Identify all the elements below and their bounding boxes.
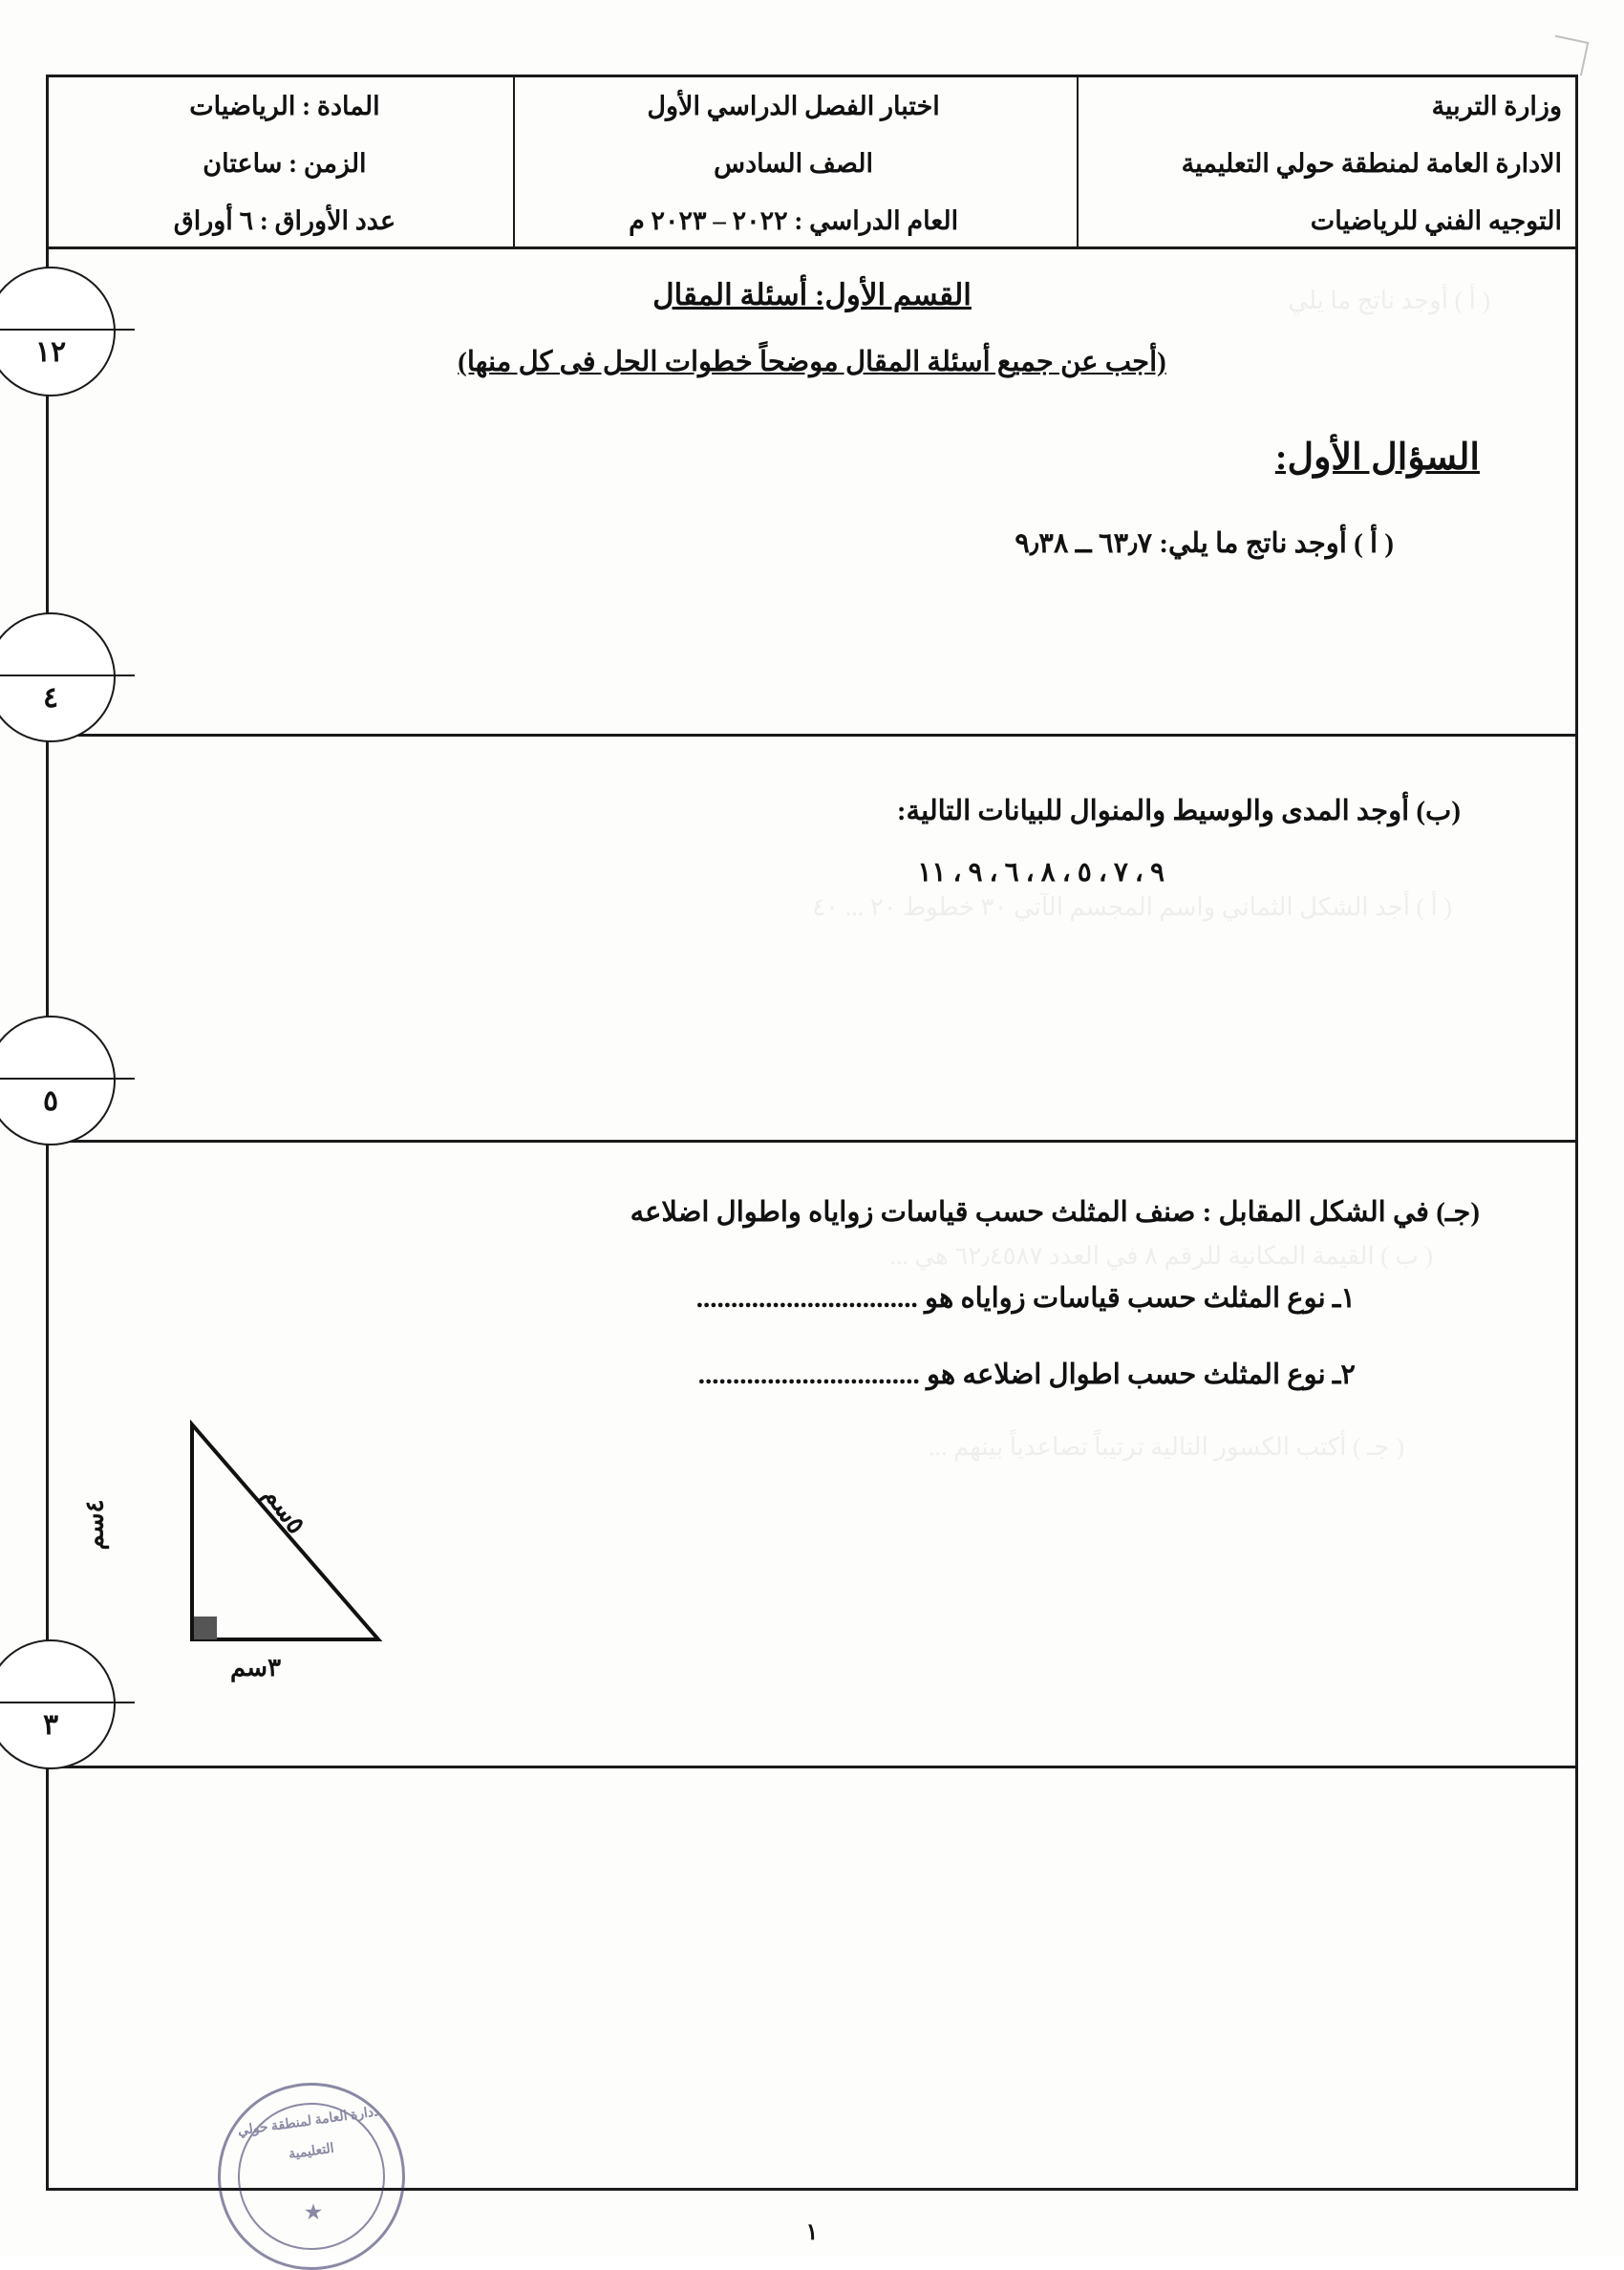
header-subject: المادة : الرياضيات: [189, 91, 380, 120]
exam-sheet-border: [34, 75, 1578, 2191]
mark-divider: [0, 675, 135, 676]
question-one-title: السؤال الأول:: [1274, 438, 1480, 478]
mark-circle-part-c: [0, 1639, 116, 1769]
header-ministry: وزارة التربية: [1431, 91, 1562, 120]
header-academic-year: العام الدراسي : ٢٠٢٢ – ٢٠٢٣ م: [629, 205, 959, 235]
question-one-part-b-data: ٩ ، ٧ ، ٥ ، ٨ ، ٦ ، ٩ ، ١١: [917, 858, 1165, 888]
part-c-answer-line-1: ١ـ نوع المثلث حسب قياسات زواياه هو ................................: [695, 1283, 1356, 1314]
section-title: القسم الأول: أسئلة المقال: [652, 278, 972, 311]
question-one-part-a-text: ( أ ) أوجد ناتج ما يلي: ٦٣٫٧ ــ ٩٫٣٨: [1015, 528, 1394, 559]
right-triangle-figure: [101, 1401, 426, 1678]
triangle-side-base-label: ٣سم: [230, 1654, 282, 1681]
stamp-line-2: التعليمية: [288, 2141, 335, 2163]
header-time: الزمن : ساعتان: [203, 148, 367, 178]
scan-artifact: ( أ ) أجد الشكل الثماني واسم المجسم الآتي ٣٠ خطوط ٢٠ ... ٤٠: [812, 893, 1452, 921]
mark-divider: [0, 329, 135, 331]
star-icon: ★: [305, 2202, 322, 2223]
header-pages-count: عدد الأوراق : ٦ أوراق: [173, 205, 396, 235]
scan-artifact: ( أ ) أوجد ناتج ما يلي: [1288, 287, 1490, 314]
exam-header: [49, 77, 1575, 249]
part-c-answer-line-2: ٢ـ نوع المثلث حسب اطوال اضلاعه هو ................................: [697, 1360, 1356, 1390]
page-number: ١: [805, 2220, 819, 2245]
mark-part-b-value: ٥: [42, 1085, 59, 1117]
question-block-part-c: [42, 1143, 1575, 1768]
header-directorate: الادارة العامة لمنطقة حولي التعليمية: [1181, 148, 1562, 178]
header-grade: الصف السادس: [714, 148, 874, 178]
mark-divider: [0, 1702, 135, 1703]
question-one-part-c-text: (جـ) في الشكل المقابل : صنف المثلث حسب قياسات زواياه واطوال اضلاعه: [630, 1197, 1480, 1228]
mark-part-a-value: ٤: [42, 682, 59, 714]
scan-artifact: ( جـ ) أكتب الكسور التالية ترتيباً تصاعدياً بينهم ...: [929, 1433, 1404, 1461]
question-block-part-b: [42, 737, 1575, 1143]
header-divider-left: [513, 77, 515, 249]
question-block-part-a: [34, 249, 1575, 737]
question-one-part-b-text: (ب) أوجد المدى والوسيط والمنوال للبيانات التالية:: [896, 796, 1461, 826]
mark-part-c-value: ٣: [42, 1709, 59, 1741]
mark-total-value: ١٢: [34, 336, 67, 368]
header-supervision: التوجيه الفني للرياضيات: [1310, 205, 1562, 235]
triangle-side-vertical-label: ٤سم: [80, 1499, 109, 1551]
triangle-side-hypotenuse-label: ٥سم: [258, 1481, 311, 1539]
mark-divider: [0, 1078, 135, 1080]
page-corner-fold: [1549, 35, 1590, 76]
header-divider-right: [1077, 77, 1079, 249]
header-exam-title: اختبار الفصل الدراسي الأول: [647, 91, 940, 120]
mark-circle-part-a: [0, 612, 116, 742]
mark-circle-part-b: [0, 1016, 116, 1146]
scan-artifact: ( ب ) القيمة المكانية للرقم ٨ في العدد ٦٢٫٤٥٨٧ هي ...: [889, 1242, 1433, 1270]
stamp-line-1: الادارة العامة لمنطقة حولي: [237, 2104, 386, 2139]
section-instruction: (أجب عن جميع أسئلة المقال موضحاً خطوات الحل فى كل منها): [458, 347, 1166, 377]
